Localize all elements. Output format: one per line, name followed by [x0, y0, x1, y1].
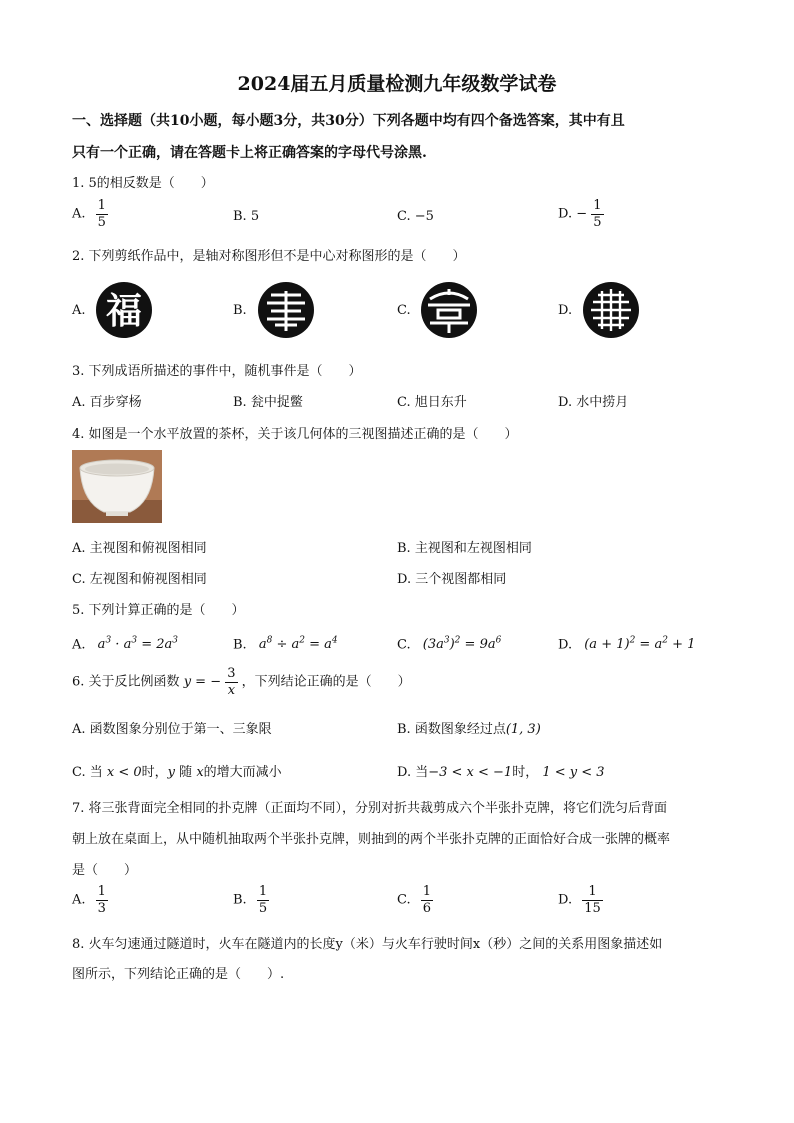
- q6-option-d[interactable]: [397, 761, 605, 780]
- section-instructions-line1: 一、选择题（共10小题，每小题3分，共30分）下列各题中均有四个备选答案，其中有且: [72, 113, 625, 129]
- q5-b-label: B.: [233, 637, 247, 653]
- q7-option-a[interactable]: [72, 884, 108, 916]
- fu-papercut-icon: [95, 281, 153, 339]
- shou-grid-papercut-icon: [582, 281, 640, 339]
- q7-c-denominator: 6: [422, 900, 432, 916]
- q6-stem: [72, 666, 411, 698]
- q7-line2: 朝上放在桌面上，从中随机抽取两个半张扑克牌，则抽到的两个半张扑克牌的正面恰好合成一张牌的概率: [72, 832, 671, 847]
- q6-option-b[interactable]: [397, 718, 541, 737]
- q6-c-rest: 随: [179, 765, 193, 780]
- q5-option-a[interactable]: [72, 636, 178, 652]
- q5-c-expression: $(3a^3)^2 = 9a^6$: [422, 636, 502, 653]
- q6-c-mid: 时，: [141, 765, 168, 780]
- q6-function: y = −: [183, 674, 222, 690]
- q3-option-d[interactable]: D. 水中捞月: [558, 395, 629, 410]
- q1-option-d[interactable]: [558, 198, 604, 230]
- shou-hat-papercut-icon: [420, 281, 478, 339]
- q1-stem: 1. 5的相反数是（ ）: [72, 176, 214, 191]
- q1-d-denominator: 5: [593, 214, 602, 230]
- q4-stem: 4. 如图是一个水平放置的茶杯，关于该几何体的三视图描述正确的是（ ）: [72, 427, 518, 442]
- q7-b-denominator: 5: [258, 900, 268, 916]
- q2-stem: 2. 下列剪纸作品中，是轴对称图形但不是中心对称图形的是（ ）: [72, 249, 466, 264]
- q6-c-condition: x < 0: [106, 765, 142, 780]
- q4-option-a[interactable]: A. 主视图和俯视图相同: [72, 541, 207, 556]
- q1-d-numerator: 1: [593, 198, 602, 213]
- q7-option-d[interactable]: [558, 884, 603, 916]
- q2-label-c[interactable]: C.: [397, 303, 411, 318]
- q1-a-numerator: 1: [97, 198, 106, 213]
- q6-c-prefix: C. 当: [72, 765, 103, 780]
- q5-option-d[interactable]: [558, 636, 695, 652]
- q7-a-label: A.: [72, 892, 86, 908]
- q6-c-end: 的增大而减小: [203, 765, 282, 780]
- q7-line1: 7. 将三张背面完全相同的扑克牌（正面均不同），分别对折共裁剪成六个半张扑克牌，将它们洗匀后背面: [72, 801, 668, 816]
- q8-line1: 8. 火车匀速通过隧道时，火车在隧道内的长度y（米）与火车行驶时间x（秒）之间的关系用图象描述如: [72, 937, 663, 952]
- q5-stem: 5. 下列计算正确的是（ ）: [72, 603, 245, 618]
- q5-option-c[interactable]: [397, 636, 501, 652]
- q3-option-b[interactable]: B. 瓮中捉鳖: [233, 395, 303, 410]
- q1-d-label: D. −: [558, 206, 588, 222]
- q3-option-a[interactable]: A. 百步穿杨: [72, 395, 142, 410]
- q4-option-d[interactable]: D. 三个视图都相同: [397, 572, 507, 587]
- q3-stem: 3. 下列成语所描述的事件中，随机事件是（ ）: [72, 364, 362, 379]
- q6-d-mid: 时，: [512, 765, 539, 780]
- q5-b-expression: $a^8 \div a^2 = a^4$: [258, 636, 338, 653]
- q1-option-a[interactable]: [72, 198, 108, 230]
- q6-stem-suffix: ，下列结论正确的是（ ）: [241, 674, 411, 690]
- q6-c-x: x: [196, 765, 204, 780]
- q7-d-fraction: [582, 884, 603, 916]
- q5-option-b[interactable]: [233, 636, 338, 652]
- q7-line3: 是（ ）: [72, 863, 138, 878]
- q7-c-label: C.: [397, 892, 411, 908]
- q6-b-text: B. 函数图象经过点: [397, 722, 506, 737]
- q1-a-label: A.: [72, 206, 86, 222]
- q5-a-expression: $a^3 \cdot a^3 = 2a^3$: [97, 636, 178, 653]
- q1-option-c[interactable]: C. −5: [397, 209, 434, 224]
- q6-c-y: y: [167, 765, 176, 780]
- q7-d-numerator: 1: [582, 884, 603, 901]
- q2-label-d[interactable]: D.: [558, 303, 573, 318]
- q7-a-denominator: 3: [97, 900, 106, 916]
- q7-a-numerator: 1: [97, 884, 106, 899]
- q5-d-label: D.: [558, 637, 573, 653]
- q6-numerator: 3: [227, 666, 236, 681]
- teacup-photo: [72, 450, 162, 523]
- q1-a-denominator: 5: [97, 214, 106, 230]
- q2-label-b[interactable]: B.: [233, 303, 247, 318]
- q1-a-fraction: [96, 198, 108, 230]
- q6-option-a[interactable]: A. 函数图象分别位于第一、三象限: [72, 722, 272, 737]
- q7-b-fraction: [257, 884, 269, 916]
- q6-d-condition: −3 < x < −1: [428, 765, 513, 780]
- q7-d-denominator: 15: [584, 900, 601, 916]
- q6-d-result: 1 < y < 3: [542, 765, 605, 780]
- q6-fraction: [225, 666, 237, 698]
- q4-option-c[interactable]: C. 左视图和俯视图相同: [72, 572, 207, 587]
- page-title: 2024届五月质量检测九年级数学试卷: [237, 73, 557, 95]
- q1-option-b[interactable]: B. 5: [233, 209, 260, 224]
- q6-denominator: x: [227, 682, 236, 698]
- q3-option-c[interactable]: C. 旭日东升: [397, 395, 467, 410]
- q4-option-b[interactable]: B. 主视图和左视图相同: [397, 541, 532, 556]
- q6-option-c[interactable]: [72, 761, 282, 780]
- fu-character: 福: [105, 291, 143, 332]
- q7-d-label: D.: [558, 892, 573, 908]
- q6-b-point: (1, 3): [505, 722, 541, 737]
- q1-d-fraction: [591, 198, 603, 230]
- q7-c-fraction: [421, 884, 433, 916]
- section-instructions-line2: 只有一个正确，请在答题卡上将正确答案的字母代号涂黑.: [72, 145, 427, 161]
- q7-c-numerator: 1: [422, 884, 432, 899]
- q5-d-expression: $(a + 1)^2 = a^2 + 1$: [584, 636, 696, 653]
- q7-option-c[interactable]: [397, 884, 433, 916]
- q7-b-numerator: 1: [258, 884, 268, 899]
- shou-round-papercut-icon: [257, 281, 315, 339]
- q6-d-prefix: D. 当: [397, 765, 429, 780]
- q8-line2: 图所示，下列结论正确的是（ ）.: [72, 967, 285, 982]
- q6-stem-prefix: 6. 关于反比例函数: [72, 674, 180, 690]
- q5-c-label: C.: [397, 637, 411, 653]
- q5-a-label: A.: [72, 637, 86, 653]
- q7-a-fraction: [96, 884, 108, 916]
- q7-b-label: B.: [233, 892, 247, 908]
- q7-option-b[interactable]: [233, 884, 269, 916]
- q2-label-a[interactable]: A.: [72, 303, 86, 318]
